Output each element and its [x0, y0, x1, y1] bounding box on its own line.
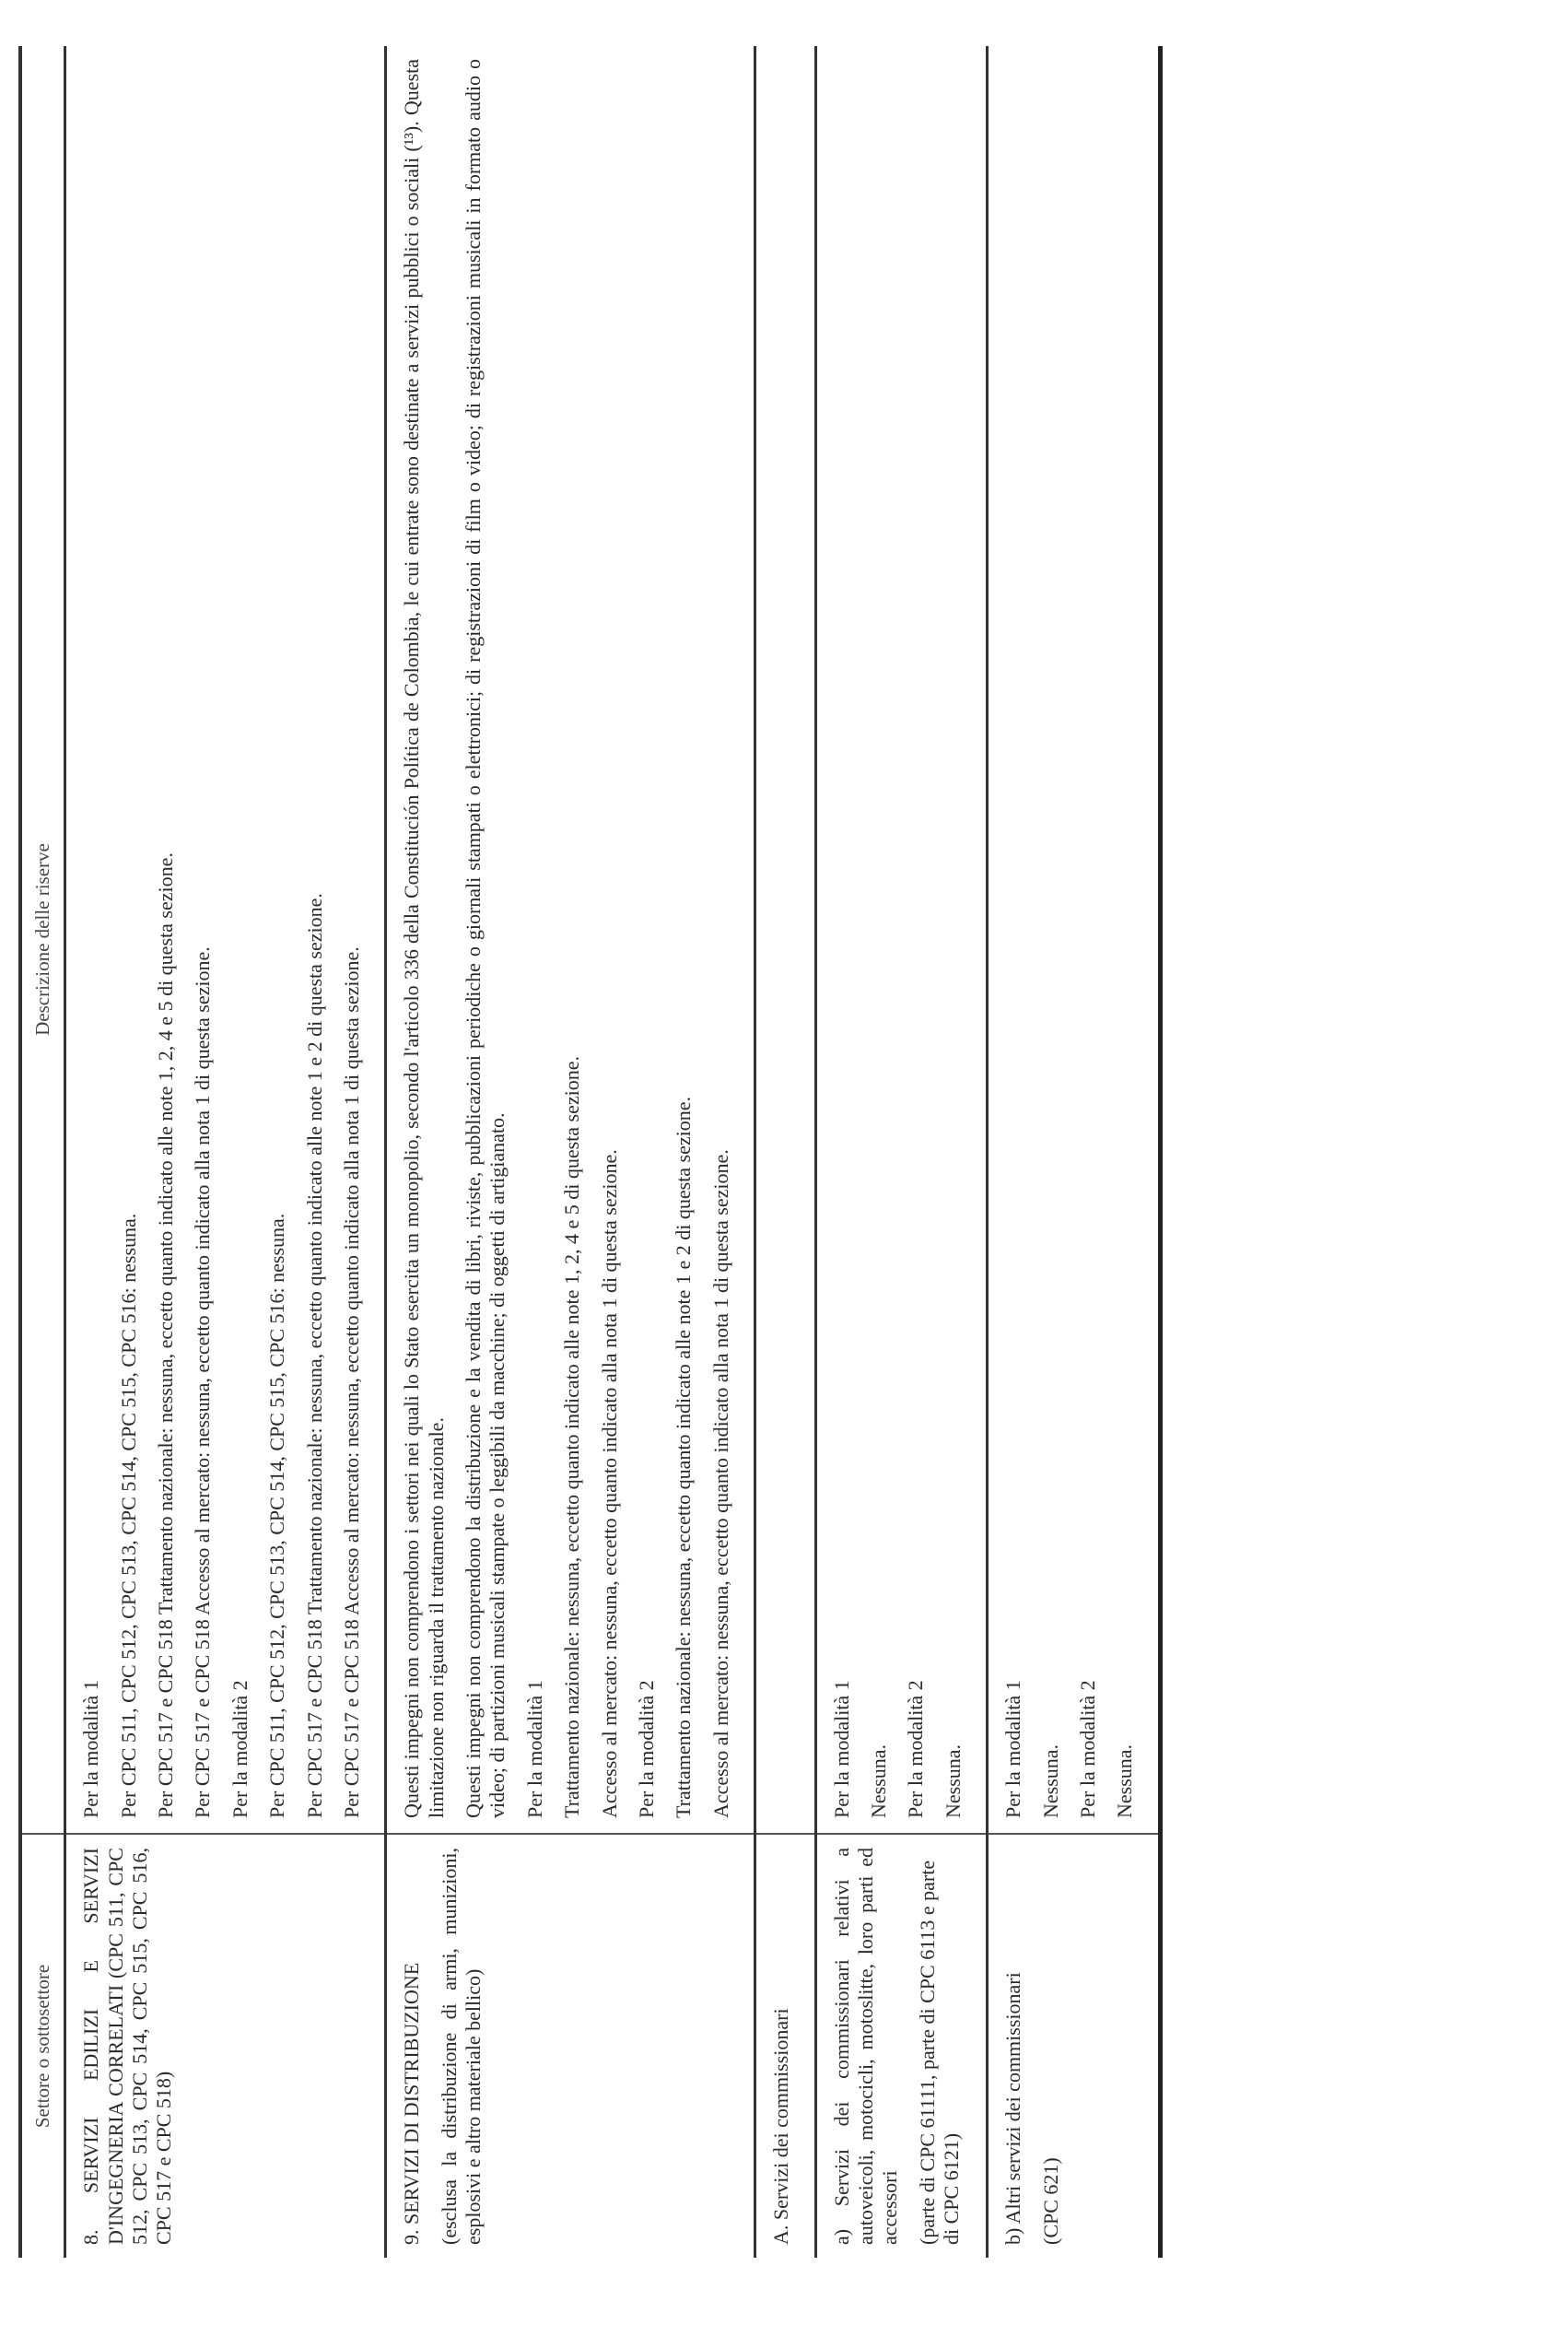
desc-line: Nessuna. [1038, 1743, 1062, 1818]
desc-line: Accesso al mercato: nessuna, eccetto quanto indicato alla nota 1 di questa sezione. [708, 1149, 732, 1818]
desc-line: Per la modalità 2 [904, 1680, 928, 1818]
desc-line: Per la modalità 1 [79, 1680, 103, 1818]
desc-line: Per la modalità 1 [829, 1680, 853, 1818]
sector-cell [755, 1834, 815, 2258]
desc-line: Per CPC 511, CPC 512, CPC 513, CPC 514, CPC 515, CPC 516: nessuna. [116, 1213, 140, 1818]
header-sector: Settore o sottosettore [20, 1834, 65, 2258]
desc-line: Per la modalità 1 [1001, 1680, 1025, 1818]
sector-note: (parte di CPC 61111, parte di CPC 6113 e parte di CPC 6121) [915, 1860, 964, 2245]
table-row [386, 46, 755, 2258]
table-row [815, 46, 988, 2258]
desc-line: Per la modalità 2 [1075, 1680, 1099, 1818]
description-cell [755, 46, 815, 1834]
reservations-table [18, 46, 1163, 2258]
desc-line: Per CPC 511, CPC 512, CPC 513, CPC 514, CPC 515, CPC 516: nessuna. [265, 1213, 289, 1818]
desc-line: Per la modalità 2 [228, 1680, 252, 1818]
description-cell [988, 46, 1161, 1834]
sector-cell [815, 1834, 988, 2258]
sector-note: (esclusa la distribuzione di armi, munizioni, esplosivi e altro materiale bellico) [437, 1848, 486, 2245]
desc-line: Per CPC 517 e CPC 518 Accesso al mercato: nessuna, eccetto quanto indicato alla nota 1 di questa sezione. [339, 946, 363, 1818]
desc-line: Per CPC 517 e CPC 518 Trattamento nazionale: nessuna, eccetto quanto indicato alle note 1, 2, 4 e 5 di questa sezione. [153, 852, 177, 1818]
sector-note: (CPC 621) [1038, 2157, 1062, 2245]
sector-cell [988, 1834, 1161, 2258]
description-cell [815, 46, 988, 1834]
sector-cell [386, 1834, 755, 2258]
desc-line: Per la modalità 2 [635, 1680, 659, 1818]
sector-text: 8. SERVIZI EDILIZI E SERVIZI D'INGEGNERIA CORRELATI (CPC 511, CPC 512, CPC 513, CPC 514, CPC 515, CPC 516, CPC 517 e CPC 518) [79, 1848, 176, 2245]
desc-line: Nessuna. [941, 1743, 965, 1818]
table-row [755, 46, 815, 2258]
desc-line: Trattamento nazionale: nessuna, eccetto quanto indicato alle note 1, 2, 4 e 5 di questa sezione. [560, 1056, 584, 1818]
desc-line: Per CPC 517 e CPC 518 Trattamento nazionale: nessuna, eccetto quanto indicato alle note 1 e 2 di questa sezione. [302, 893, 326, 1818]
desc-line: Trattamento nazionale: nessuna, eccetto quanto indicato alle note 1 e 2 di questa sezione. [672, 1097, 696, 1818]
desc-paragraph: Questi impegni non comprendono i settori nei quali lo Stato esercita un monopolio, secondo l'articolo 336 della Constitución Política de Colombia, le cui entrate sono destinate a servizi pubblici o sociali (¹³). Questa limitazione non riguarda il trattamento nazionale. [400, 58, 448, 1818]
sector-title: A. Servizi dei commissionari [769, 2008, 793, 2245]
sector-title: 9. SERVIZI DI DISTRIBUZIONE [400, 1962, 424, 2245]
description-cell [65, 46, 386, 1834]
desc-line: Per la modalità 1 [522, 1680, 546, 1818]
desc-line: Accesso al mercato: nessuna, eccetto quanto indicato alla nota 1 di questa sezione. [597, 1149, 621, 1818]
table-row [65, 46, 386, 2258]
table-header-row [20, 46, 65, 2258]
desc-line: Nessuna. [867, 1743, 890, 1818]
sector-cell [65, 1834, 386, 2258]
sector-title: a) Servizi dei commissionari relativi a autoveicoli, motocicli, motoslitte, loro parti ed accessori [829, 1848, 902, 2245]
sector-title: b) Altri servizi dei commissionari [1001, 1972, 1025, 2245]
header-description: Descrizione delle riserve [20, 46, 65, 1834]
desc-paragraph: Questi impegni non comprendono la distribuzione e la vendita di libri, riviste, pubblicazioni periodiche o giornali stampati o elettronici; di registrazioni di film o video; di registrazioni musicali in formato audio o video; di partizioni musicali stampate o leggibili da macchine; di oggetti di artigianato. [462, 58, 509, 1818]
desc-line: Per CPC 517 e CPC 518 Accesso al mercato: nessuna, eccetto quanto indicato alla nota 1 di questa sezione. [191, 946, 215, 1818]
rotated-page [0, 23, 1566, 2290]
desc-line: Nessuna. [1113, 1743, 1137, 1818]
table-row [988, 46, 1161, 2258]
description-cell [386, 46, 755, 1834]
